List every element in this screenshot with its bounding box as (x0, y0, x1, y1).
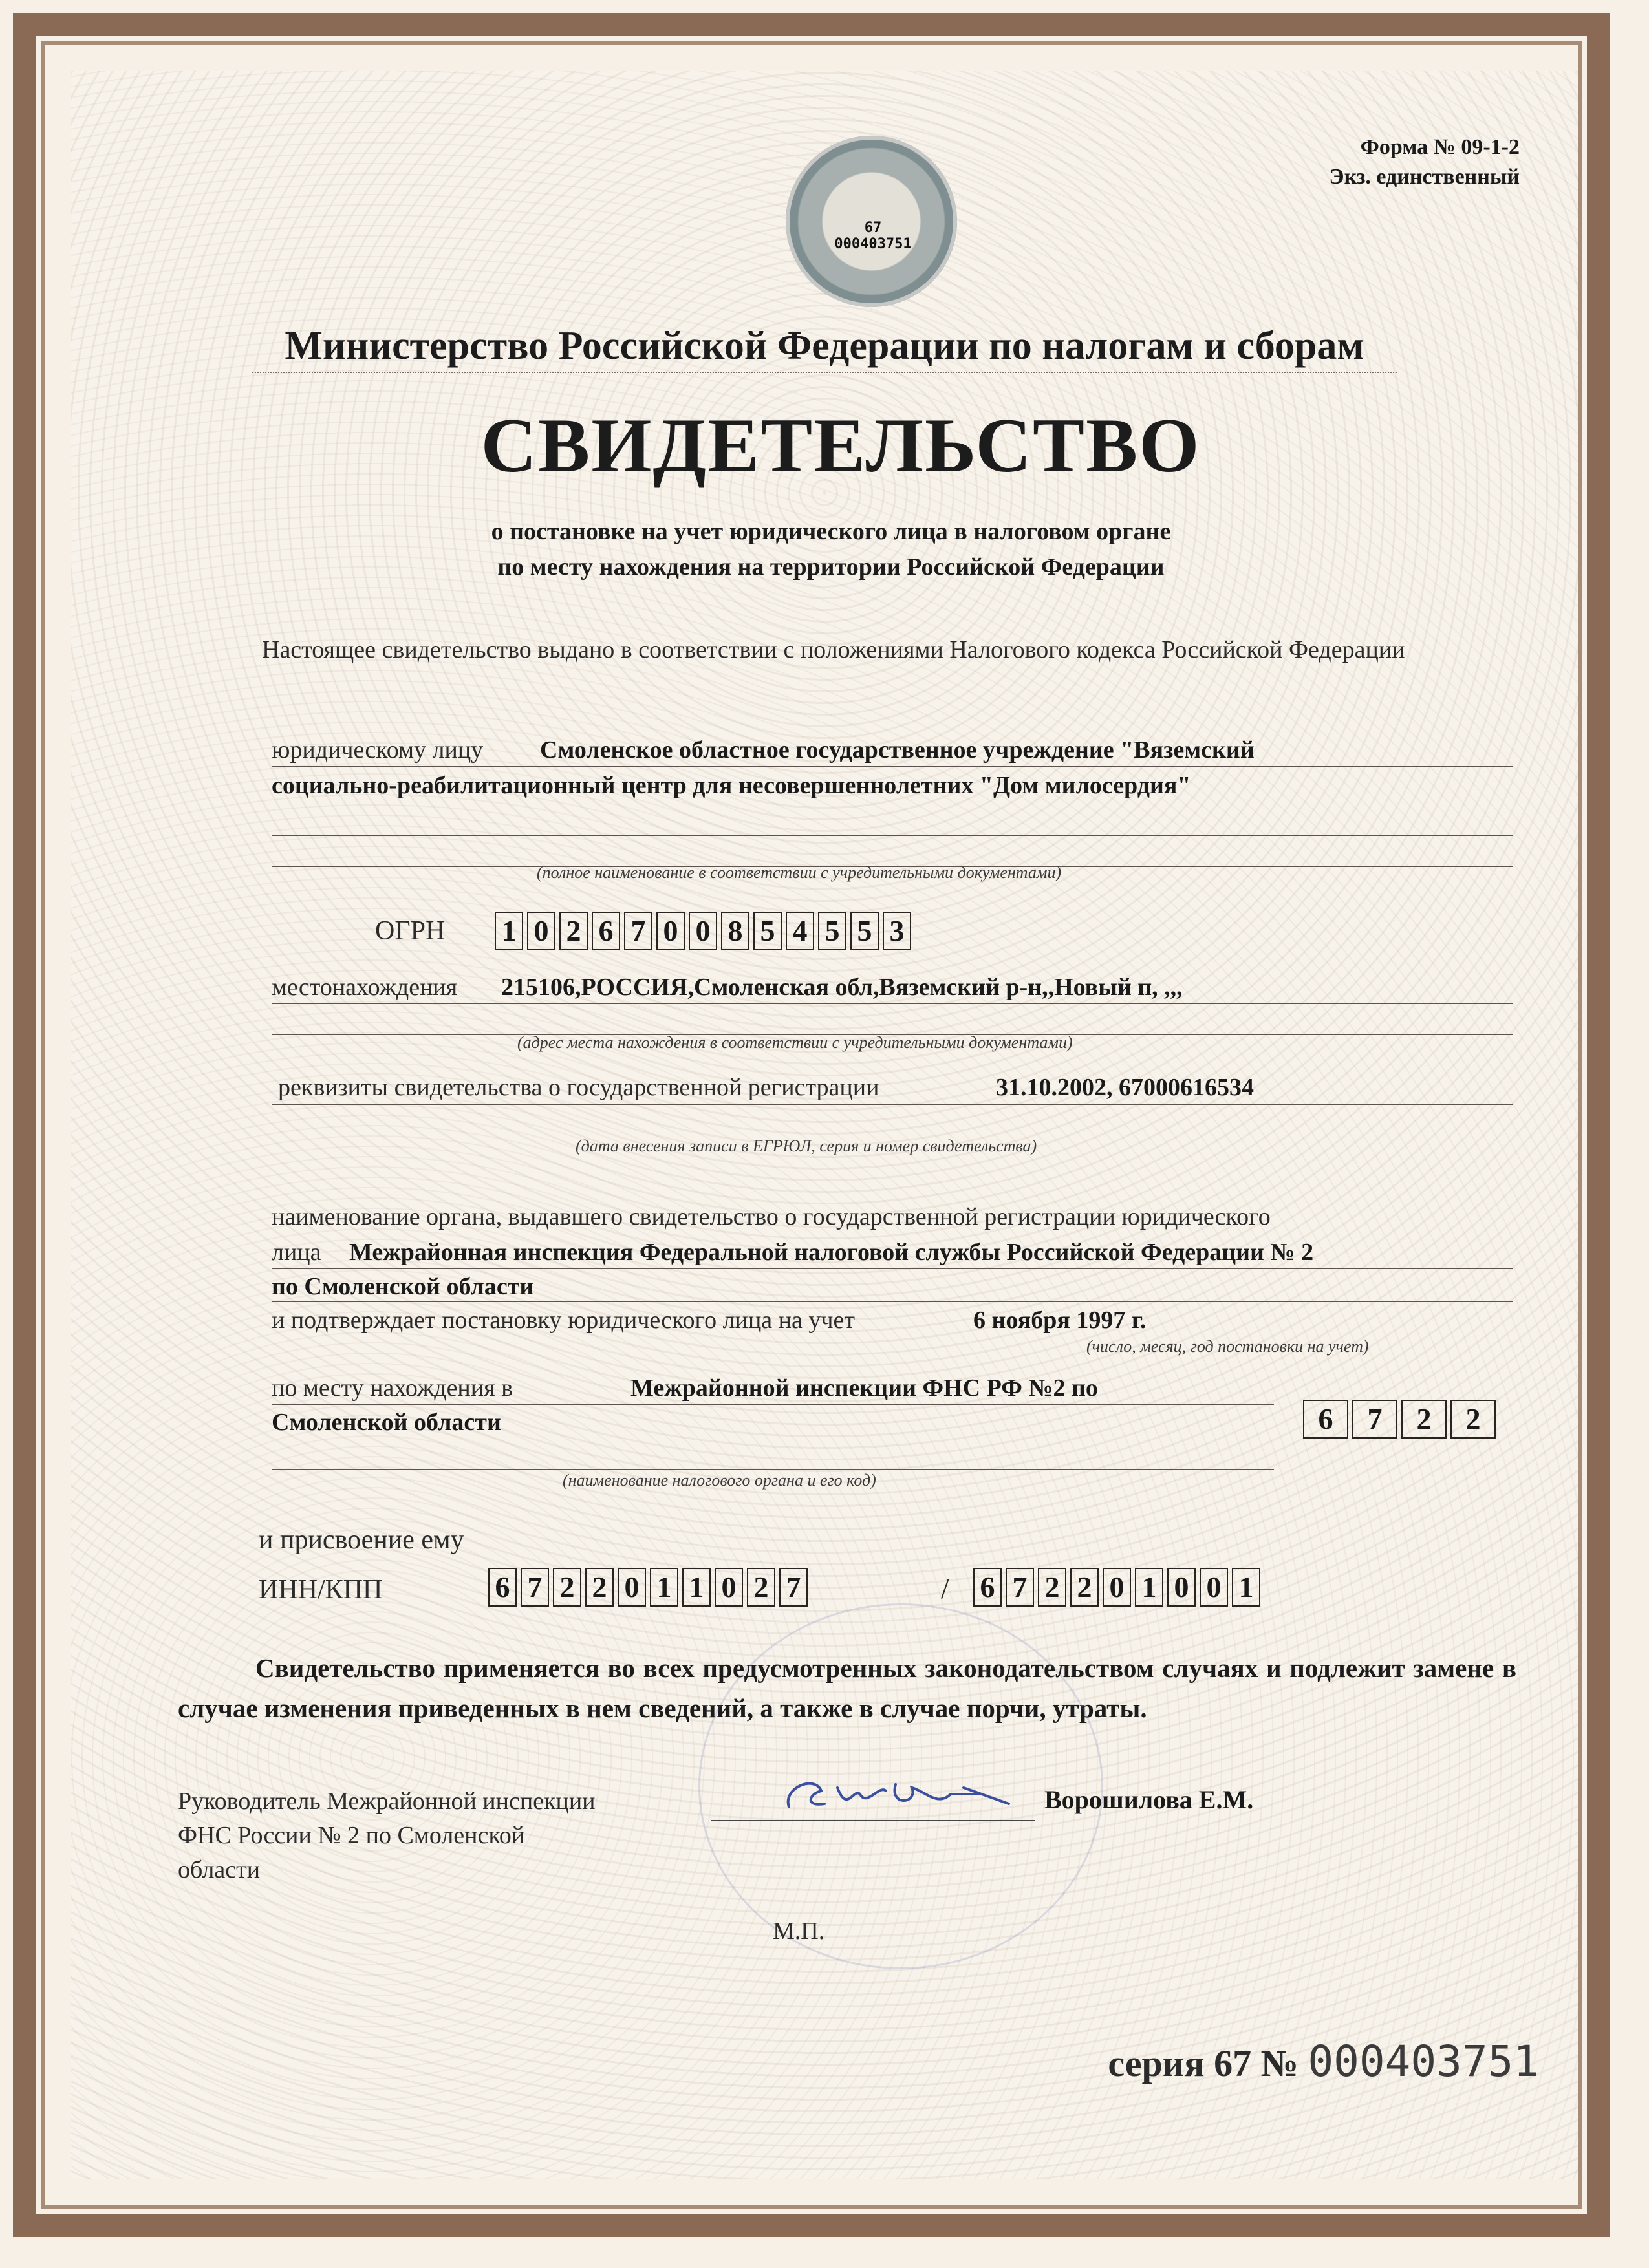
issuer-label: наименование органа, выдавшего свидетельство о государственной регистрации юридического (272, 1203, 1271, 1230)
issuer-value-line-2: по Смоленской области (272, 1273, 534, 1300)
registration-value: 31.10.2002, 67000616534 (996, 1074, 1254, 1101)
ogrn-digit: 4 (786, 912, 814, 950)
location-hint: (адрес места нахождения в соответствии с учредительными документами) (517, 1033, 1073, 1052)
ogrn-digit: 7 (624, 912, 652, 950)
ogrn-boxes (495, 912, 915, 950)
ogrn-digit: 3 (883, 912, 911, 950)
code-digit: 2 (1401, 1400, 1447, 1439)
underline (272, 1301, 1513, 1302)
subtitle-line-2: по месту нахождения на территории Российской Федерации (497, 553, 1165, 581)
kpp-digit: 6 (973, 1568, 1002, 1607)
inn-digit: 2 (585, 1568, 614, 1607)
ogrn-digit: 5 (818, 912, 846, 950)
legal-notice: Свидетельство применяется во всех предусмотренных законодательством случаях и подлежит замене в случае изменения приведенных в нем сведений, а также в случае порчи, утраты. (178, 1653, 1516, 1723)
ogrn-digit: 5 (753, 912, 782, 950)
assign-label: и присвоение ему (259, 1525, 464, 1555)
kpp-digit: 7 (1006, 1568, 1034, 1607)
subtitle-line-1: о постановке на учет юридического лица в налоговом органе (491, 518, 1171, 545)
ministry-heading: Министерство Российской Федерации по налогам и сборам (285, 324, 1364, 368)
signatory-title (178, 1784, 596, 1888)
kpp-digit: 0 (1103, 1568, 1131, 1607)
underline (272, 835, 1513, 836)
signatory-title-line-3: области (178, 1856, 261, 1884)
entity-hint: (полное наименование в соответствии с учредительными документами) (537, 863, 1062, 882)
ogrn-digit: 5 (850, 912, 879, 950)
underline (272, 1003, 1513, 1004)
underline (272, 1104, 1513, 1105)
ministry-divider (252, 372, 1397, 373)
kpp-digit: 0 (1167, 1568, 1196, 1607)
location-label: местонахождения (272, 974, 458, 1001)
kpp-digit: 1 (1232, 1568, 1260, 1607)
ogrn-digit: 0 (656, 912, 685, 950)
ogrn-digit: 0 (689, 912, 717, 950)
registration-label: реквизиты свидетельства о государственной регистрации (278, 1074, 879, 1101)
serial-number (1108, 2037, 1539, 2086)
kpp-digit: 2 (1070, 1568, 1099, 1607)
entity-name-line-2: социально-реабилитационный центр для несовершеннолетних "Дом милосердия" (272, 772, 1191, 799)
confirm-label: и подтверждает постановку юридического лица на учет (272, 1307, 855, 1334)
signature-line (711, 1820, 1035, 1821)
underline (272, 1404, 1274, 1405)
ogrn-digit: 1 (495, 912, 523, 950)
tax-office-code (1303, 1400, 1500, 1439)
inn-digit: 0 (618, 1568, 646, 1607)
ogrn-digit: 2 (559, 912, 588, 950)
code-digit: 6 (1303, 1400, 1348, 1439)
issuer-label-2: лица (272, 1239, 321, 1266)
underline (272, 1469, 1274, 1470)
code-digit: 2 (1450, 1400, 1496, 1439)
kpp-boxes (973, 1568, 1264, 1607)
inn-kpp-label: ИНН/КПП (259, 1575, 383, 1605)
ogrn-digit: 6 (592, 912, 620, 950)
inn-digit: 1 (650, 1568, 678, 1607)
location-value: 215106,РОССИЯ,Смоленская обл,Вяземский р-н,,Новый п, ,,, (501, 974, 1183, 1001)
confirm-date: 6 ноября 1997 г. (973, 1307, 1147, 1334)
inn-digit: 0 (715, 1568, 743, 1607)
issuer-value-line-1: Межрайонная инспекция Федеральной налоговой службы Российской Федерации № 2 (349, 1239, 1314, 1266)
entity-label: юридическому лицу (272, 736, 484, 764)
tax-office-hint: (наименование налогового органа и его код) (563, 1471, 876, 1490)
ogrn-digit: 8 (721, 912, 749, 950)
inn-boxes (488, 1568, 812, 1607)
kpp-digit: 2 (1038, 1568, 1066, 1607)
handwritten-signature (776, 1768, 1022, 1826)
inn-digit: 2 (553, 1568, 581, 1607)
signatory-title-line-1: Руководитель Межрайонной инспекции (178, 1788, 596, 1815)
underline (272, 766, 1513, 767)
copy-note: Экз. единственный (1329, 164, 1520, 189)
signatory-name: Ворошилова Е.М. (1044, 1785, 1254, 1814)
inn-digit: 7 (779, 1568, 808, 1607)
document-title: СВИДЕТЕЛЬСТВО (480, 402, 1201, 488)
registration-hint: (дата внесения записи в ЕГРЮЛ, серия и номер свидетельства) (576, 1137, 1037, 1155)
document-subtitle (272, 514, 1390, 585)
signatory-title-line-2: ФНС России № 2 по Смоленской (178, 1822, 525, 1850)
tax-office-value-line-1: Межрайонной инспекции ФНС РФ №2 по (630, 1375, 1098, 1402)
ogrn-label: ОГРН (375, 916, 446, 946)
ogrn-digit: 0 (527, 912, 555, 950)
inn-digit: 1 (682, 1568, 711, 1607)
confirm-hint: (число, месяц, год постановки на учет) (1086, 1337, 1369, 1356)
inn-kpp-separator: / (941, 1572, 949, 1605)
kpp-digit: 1 (1135, 1568, 1163, 1607)
code-digit: 7 (1352, 1400, 1397, 1439)
tax-office-value-line-2: Смоленской области (272, 1409, 501, 1436)
intro-paragraph: Настоящее свидетельство выдано в соответствии с положениями Налогового кодекса Российской Федерации (262, 636, 1405, 663)
form-info (1330, 133, 1520, 192)
kpp-digit: 0 (1200, 1568, 1228, 1607)
serial-value: 000403751 (1308, 2037, 1539, 2086)
serial-label: серия 67 № (1108, 2042, 1299, 2084)
inn-digit: 2 (747, 1568, 775, 1607)
underline (272, 1268, 1513, 1269)
inn-digit: 6 (488, 1568, 517, 1607)
entity-name-line-1: Смоленское областное государственное учреждение "Вяземский (540, 736, 1255, 764)
stamp-place: М.П. (773, 1918, 825, 1945)
seal-number: 67 000403751 (834, 220, 912, 252)
tax-office-label: по месту нахождения в (272, 1375, 513, 1402)
inn-digit: 7 (521, 1568, 549, 1607)
form-number: Форма № 09-1-2 (1360, 135, 1520, 159)
